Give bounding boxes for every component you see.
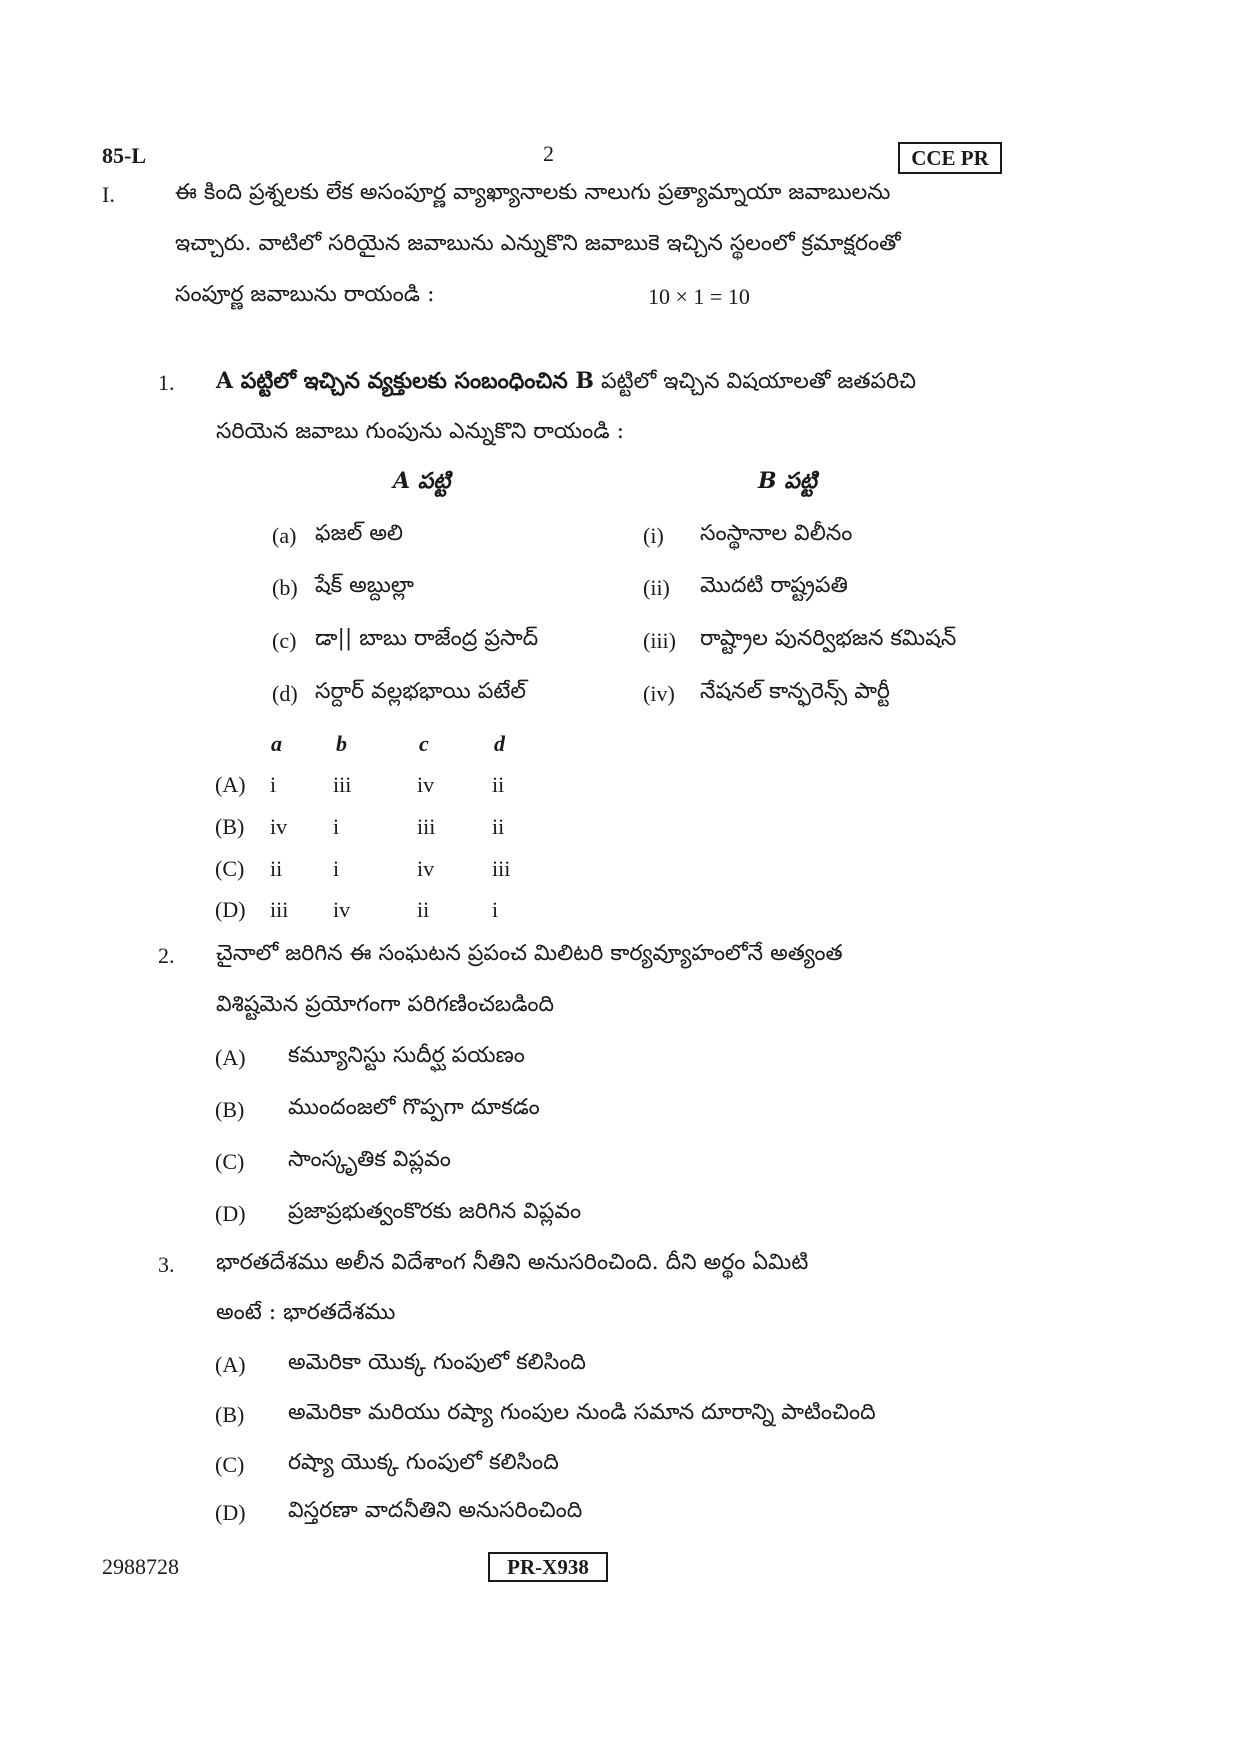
q3-option-D-label: (D) (215, 1500, 246, 1525)
q3-number: 3. (158, 1252, 175, 1277)
q1-d-text: సర్దార్ వల్లభభాయి పటేల్ (315, 679, 526, 704)
q3-option-B-text: అమెరికా మరియు రష్యా గుంపుల నుండి సమాన దూరాన్ని పాటించింది (288, 1400, 876, 1425)
q1-col-a-ref: A (216, 368, 234, 394)
q1-option-B-b: i (333, 814, 340, 839)
q2-option-B-label: (B) (215, 1097, 245, 1122)
q3-option-A-text: అమెరికా యొక్క గుంపులో కలిసింది (288, 1350, 586, 1375)
q1-a-label: (a) (272, 523, 297, 548)
q1-option-C-label: (C) (215, 856, 245, 881)
q2-option-D-label: (D) (215, 1201, 246, 1226)
q2-option-C-label: (C) (215, 1149, 245, 1174)
q1-number: 1. (158, 370, 175, 395)
q1-option-C-b: i (333, 856, 340, 881)
instruction-line-3: సంపూర్ణ జవాబును రాయండి : (175, 282, 435, 307)
q2-line-1: చైనాలో జరిగిన ఈ సంఘటన ప్రపంచ మిలిటరి కార్యవ్యూహంలోనే అత్యంత (216, 941, 843, 966)
q1-option-D-b: iv (333, 897, 351, 922)
q1-iv-text: నేషనల్ కాన్ఫరెన్స్ పార్టీ (700, 679, 890, 704)
q1-iii-text: రాష్ట్రాల పునర్విభజన కమిషన్ (700, 626, 957, 651)
q1-option-C-a: ii (270, 856, 283, 881)
q2-option-D-text: ప్రజాప్రభుత్వంకొరకు జరిగిన విప్లవం (288, 1199, 582, 1224)
q1-ans-head-a: a (271, 731, 282, 756)
q1-option-D-a: iii (270, 897, 289, 922)
q2-option-A-text: కమ్యూనిస్టు సుదీర్ఘ పయణం (288, 1043, 525, 1068)
q3-option-B-label: (B) (215, 1402, 245, 1427)
section-number: I. (102, 182, 115, 207)
footer-code-box: PR-X938 (488, 1552, 608, 1582)
q3-option-D-text: విస్తరణా వాదనీతిని అనుసరించింది (288, 1498, 583, 1523)
series-box: CCE PR (898, 142, 1002, 174)
q1-b-text: షేక్ అబ్దుల్లా (315, 573, 414, 598)
q1-option-D-d: i (492, 897, 499, 922)
q1-i-label: (i) (643, 523, 664, 548)
q1-ii-label: (ii) (643, 575, 670, 600)
q2-line-2: విశిష్టమెన ప్రయోగంగా పరిగణించబడింది (216, 992, 555, 1017)
q2-option-B-text: ముందంజలో గొప్పగా దూకడం (288, 1095, 540, 1120)
q1-option-D-label: (D) (215, 897, 246, 922)
q1-option-B-label: (B) (215, 814, 245, 839)
page-number: 2 (543, 141, 554, 166)
q1-iii-label: (iii) (643, 628, 676, 653)
q1-c-text: డా|| బాబు రాజేంద్ర ప్రసాద్ (315, 626, 539, 651)
q1-col-b-ref: B (575, 368, 595, 394)
q1-option-A-c: iv (417, 772, 435, 797)
q1-option-B-a: iv (270, 814, 288, 839)
q3-option-A-label: (A) (215, 1352, 246, 1377)
q1-line-1 (216, 368, 916, 395)
q1-option-A-a: i (270, 772, 277, 797)
q1-option-C-c: iv (417, 856, 435, 881)
q1-ans-head-b: b (336, 731, 347, 756)
q1-b-label: (b) (272, 575, 298, 600)
q1-line-2: సరియెన జవాబు గుంపును ఎన్నుకొని రాయండి : (216, 419, 625, 444)
q3-option-C-label: (C) (215, 1452, 245, 1477)
q1-option-A-b: iii (333, 772, 352, 797)
q1-col-a-heading: A పట్టి (393, 468, 451, 494)
q3-line-1: భారతదేశము అలీన విదేశాంగ నీతిని అనుసరించింది. దీని అర్థం ఏమిటి (216, 1250, 809, 1275)
q1-ans-head-c: c (419, 731, 429, 756)
q1-option-A-d: ii (492, 772, 505, 797)
footer-number: 2988728 (102, 1554, 179, 1579)
q1-option-D-c: ii (417, 897, 430, 922)
q1-line-1-part-d: పట్టిలో ఇచ్చిన విషయాలతో జతపరిచి (594, 369, 917, 394)
q2-number: 2. (158, 943, 175, 968)
q1-option-C-d: iii (492, 856, 511, 881)
q1-d-label: (d) (272, 681, 298, 706)
q1-option-B-c: iii (417, 814, 436, 839)
q1-ans-head-d: d (494, 731, 505, 756)
q1-a-text: ఫజల్ అలి (315, 521, 404, 546)
q2-option-C-text: సాంస్కృతిక విప్లవం (288, 1147, 451, 1172)
marks: 10 × 1 = 10 (648, 284, 750, 309)
instruction-line-2: ఇచ్చారు. వాటిలో సరియైన జవాబును ఎన్నుకొని జవాబుకె ఇచ్చిన స్థలంలో క్రమాక్షరంతో (175, 231, 901, 256)
q1-line-1-part-b: పట్టిలో ఇచ్చిన వ్యక్తులకు సంబంధించిన (233, 368, 576, 394)
q3-line-2: అంటే : భారతదేశము (216, 1300, 396, 1325)
q1-iv-label: (iv) (643, 681, 675, 706)
q1-option-B-d: ii (492, 814, 505, 839)
exam-code: 85-L (102, 143, 146, 168)
q1-col-b-heading: B పట్టి (758, 468, 817, 494)
q1-option-A-label: (A) (215, 772, 246, 797)
q1-c-label: (c) (272, 628, 297, 653)
q1-i-text: సంస్థానాల విలీనం (700, 521, 853, 546)
q3-option-C-text: రష్యా యొక్క గుంపులో కలిసింది (288, 1450, 559, 1475)
q1-ii-text: మొదటి రాష్ట్రపతి (700, 573, 848, 598)
q2-option-A-label: (A) (215, 1045, 246, 1070)
instruction-line-1: ఈ కింది ప్రశ్నలకు లేక అసంపూర్ణ వ్యాఖ్యానాలకు నాలుగు ప్రత్యామ్నాయా జవాబులను (175, 180, 891, 205)
